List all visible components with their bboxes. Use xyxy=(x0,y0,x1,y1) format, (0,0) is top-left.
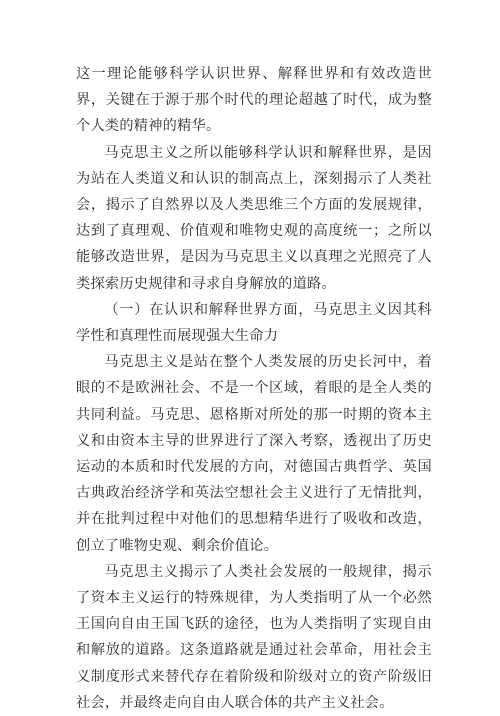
paragraph-general-laws: 马克思主义揭示了人类社会发展的一般规律，揭示了资本主义运行的特殊规律，为人类指明了从一个必然王国向自由王国飞跃的途径，也为人类指明了实现自由和解放的道路。这条道路就是通过社会革命，用社会主义制度形式来替代存在着阶级和阶级对立的资产阶级旧社会，并最终走向自由人联合体的共产主义社会。 xyxy=(76,563,432,711)
paragraph-human-history: 马克思主义是站在整个人类发展的历史长河中，着眼的不是欧洲社会、不是一个区域，着眼的是全人类的共同利益。马克思、恩格斯对所处的那一时期的资本主义和由资本主导的世界进行了深入考察，透视出了历史运动的本质和时代发展的方向，对德国古典哲学、英国古典政治经济学和英法空想社会主义进行了无情批判，并在批判过程中对他们的思想精华进行了吸收和改造，创立了唯物史观、剩余价值论。 xyxy=(76,354,432,554)
document-body xyxy=(76,61,432,716)
paragraph-continuation: 这一理论能够科学认识世界、解释世界和有效改造世界，关键在于源于那个时代的理论超越了时代，成为整个人类的精神的精华。 xyxy=(76,66,432,135)
section-heading-one: （一）在认识和解释世界方面，马克思主义因其科学性和真理性而展现强大生命力 xyxy=(76,301,432,345)
paragraph-marxism-explains-world: 马克思主义之所以能够科学认识和解释世界，是因为站在人类道义和认识的制高点上，深刻揭示了人类社会，揭示了自然界以及人类思维三个方面的发展规律，达到了真理观、价值观和唯物史观的高度统一；之所以能够改造世界，是因为马克思主义以真理之光照亮了人类探索历史规律和寻求自身解放的道路。 xyxy=(76,144,432,292)
